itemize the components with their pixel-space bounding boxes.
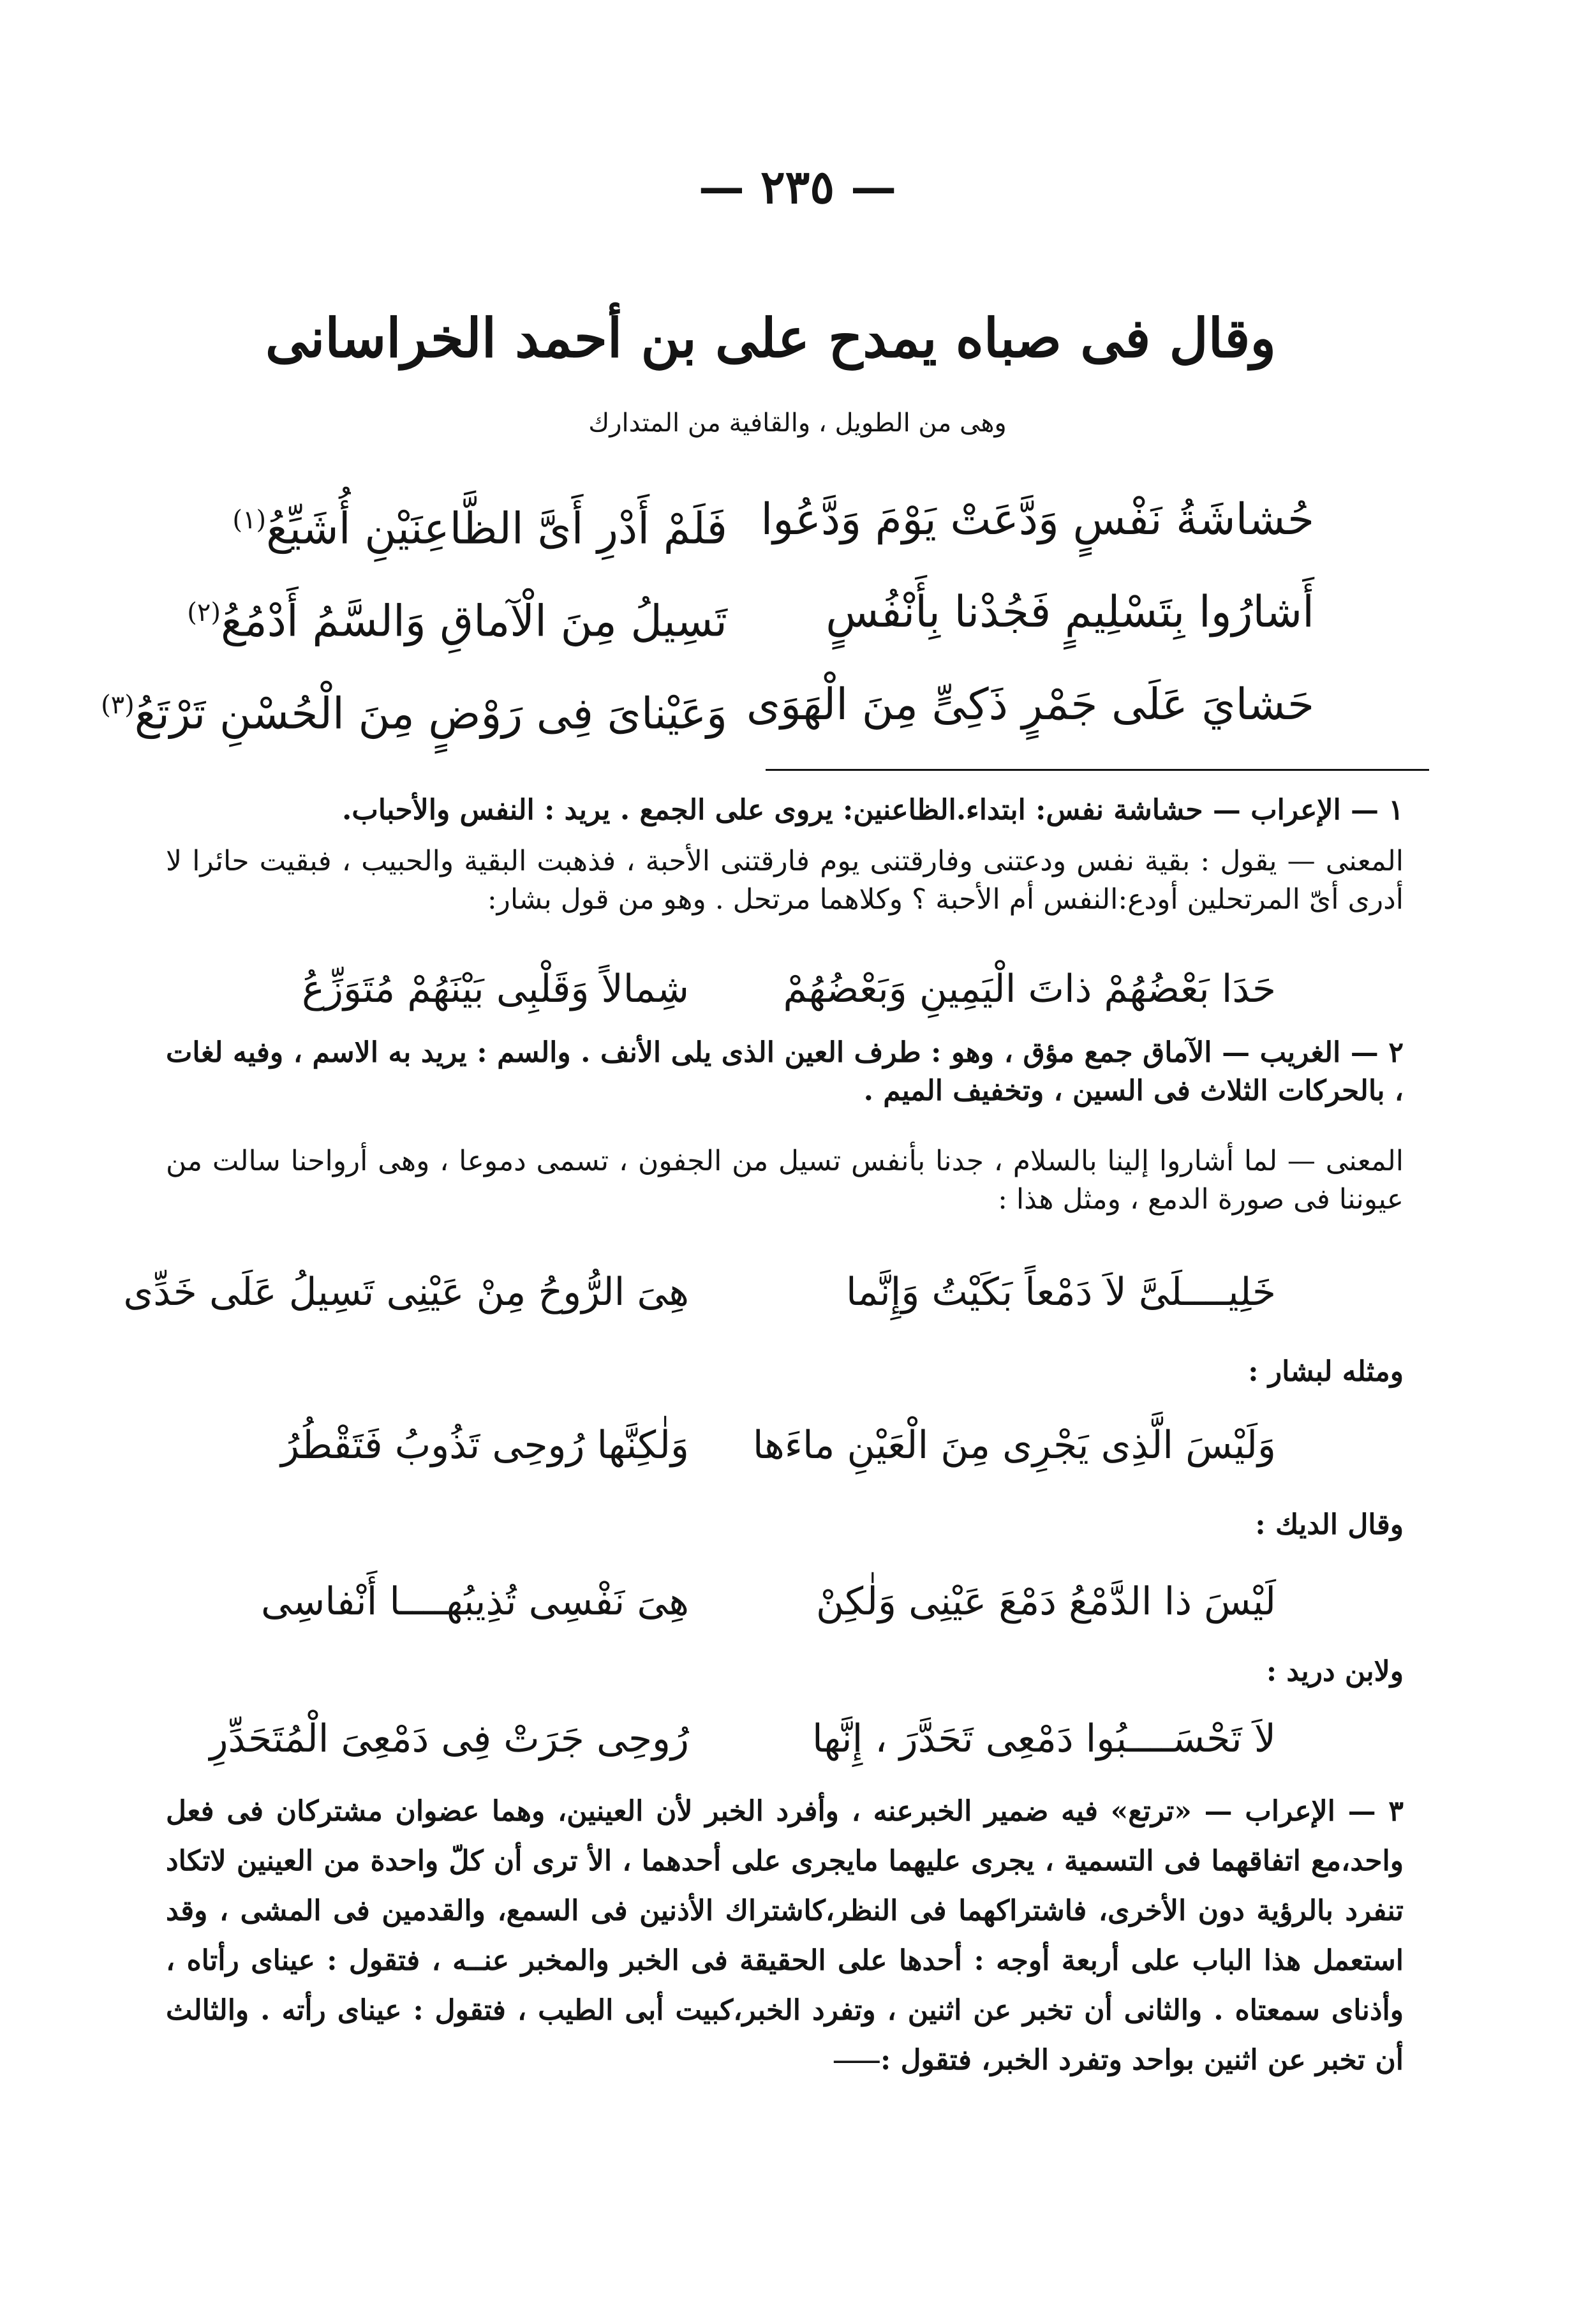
verse-1-first-hemistich: حُشاشَةُ نَفْسٍ وَدَّعَتْ يَوْمَ وَدَّعُوا bbox=[760, 495, 1314, 545]
quote-3-first-hemistich: وَلَيْسَ الَّذِى يَجْرِى مِنَ الْعَيْنِ ماءَها bbox=[752, 1423, 1276, 1468]
verse-2-footnote-mark: (٢) bbox=[187, 598, 221, 627]
label-al-dik: وقال الديك : bbox=[1255, 1508, 1404, 1541]
label-ibn-durayd: ولابن دريد : bbox=[1266, 1655, 1404, 1688]
verse-3-second-hemistich bbox=[101, 676, 727, 743]
quote-5-first-hemistich: لاَ تَحْسَــــبُوا دَمْعِى تَحَدَّرَ ، إِنَّها bbox=[812, 1717, 1276, 1761]
verse-1-footnote-mark: (١) bbox=[232, 505, 267, 535]
quote-4-second-hemistich: هِىَ نَفْسِى تُذِيبُهــــا أَنْفاسِى bbox=[261, 1579, 689, 1624]
quote-1-first-hemistich: حَدَا بَعْضُهُمْ ذاتَ الْيَمِينِ وَبَعْضُهُمْ bbox=[783, 967, 1276, 1011]
verse-1-second-hemistich bbox=[115, 491, 727, 558]
note-3-i3rab: ٣ — الإعراب — «ترتع» فيه ضمير الخبرعنه ، وأفرد الخبر لأن العينين، وهما عضوان مشتركان فى فعل واحد،مع اتفاقهما فى التسمية ، يجرى عليهما مايجرى على أحدهما ، الأ ترى أن كلّ واحدة من العينين لاتكاد تنفرد بالرؤية دون الأخرى، فاشتراكهما فى النظر،كاشتراك الأذنين فى السمع، والقدمين فى المشى ، وقد استعمل هذا الباب على أربعة أوجه : أحدها على الحقيقة فى الخبر والمخبر عنــه ، فتقول : عيناى رأتاه ، وأذناى سمعتاه . والثانى أن تخبر عن اثنين ، وتفرد الخبر،كبيت أبى الطيب ، فتقول : عيناى رأته . والثالث أن تخبر عن اثنين بواحد وتفرد الخبر، فتقول :⸺ bbox=[166, 1795, 1404, 2076]
verse-2-second-hemistich-text: تَسِيلُ مِنَ الْآماقِ وَالسَّمُ أَدْمُعُ bbox=[221, 596, 727, 647]
note-2-meaning: المعنى — لما أشاروا إلينا بالسلام ، جدنا بأنفس تسيل من الجفون ، تسمى دموعا ، وهى أرواحنا سالت من عيوننا فى صورة الدمع ، ومثل هذا : bbox=[166, 1145, 1404, 1216]
label-bashar: ومثله لبشار : bbox=[1248, 1355, 1404, 1388]
note-2-gharib: ٢ — الغريب — الآماق جمع مؤق ، وهو : طرف العين الذى يلى الأنف . والسم : يريد به الاسم ، وفيه لغات ، بالحركات الثلاث فى السين ، وتخفيف الميم . bbox=[166, 1036, 1404, 1107]
verse-3-first-hemistich: حَشايَ عَلَى جَمْرٍ ذَكِىٍّ مِنَ الْهَوَى bbox=[746, 680, 1314, 730]
quote-3-second-hemistich: وَلٰكِنَّها رُوحِى تَذُوبُ فَتَقْطُرُ bbox=[281, 1423, 689, 1468]
quote-5-second-hemistich: رُوحِى جَرَتْ فِى دَمْعِىَ الْمُتَحَدِّرِ bbox=[209, 1717, 689, 1761]
verse-3-second-hemistich-text: وَعَيْناىَ فِى رَوْضٍ مِنَ الْحُسْنِ تَرْتَعُ bbox=[134, 689, 727, 740]
quote-1-second-hemistich: شِمالاً وَقَلْبِى بَيْنَهُمْ مُتَوَزِّعُ bbox=[302, 967, 689, 1011]
footnote-separator bbox=[766, 769, 1429, 771]
quote-4-first-hemistich: لَيْسَ ذا الدَّمْعُ دَمْعَ عَيْنِى وَلٰكِنْ bbox=[815, 1579, 1276, 1624]
poem-title: وقال فى صباه يمدح على بن أحمد الخراسانى bbox=[265, 306, 1276, 369]
verse-1-second-hemistich-text: فَلَمْ أَدْرِ أَىَّ الظَّاعِنَيْنِ أُشَيِّعُ bbox=[266, 503, 727, 555]
quote-2-second-hemistich: هِىَ الرُّوحُ مِنْ عَيْنِى تَسِيلُ عَلَى خَدِّى bbox=[123, 1270, 689, 1315]
quote-2-first-hemistich: خَلِيــــلَىَّ لاَ دَمْعاً بَكَيْتُ وَإِنَّما bbox=[845, 1270, 1276, 1315]
note-1-i3rab: ١ — الإعراب — حشاشة نفس: ابتداء.الظاعنين: يروى على الجمع . يريد : النفس والأحباب. bbox=[342, 794, 1404, 826]
poem-meter-subtitle: وهى من الطويل ، والقافية من المتدارك bbox=[588, 408, 1007, 438]
note-1-meaning: المعنى — يقول : بقية نفس ودعتنى وفارقتنى يوم فارقتنى الأحبة ، فذهبت البقية والحبيب ، فبقيت حائرا لا أدرى أىّ المرتحلين أودع:النفس أم الأحبة ؟ وكلاهما مرتحل . وهو من قول بشار: bbox=[166, 845, 1404, 916]
verse-3-footnote-mark: (٣) bbox=[101, 690, 135, 720]
page-number: — ٢٣٥ — bbox=[698, 160, 897, 214]
verse-2-first-hemistich: أَشارُوا بِتَسْلِيمٍ فَجُدْنا بِأَنْفُسٍ bbox=[826, 587, 1314, 637]
verse-2-second-hemistich bbox=[115, 584, 727, 651]
